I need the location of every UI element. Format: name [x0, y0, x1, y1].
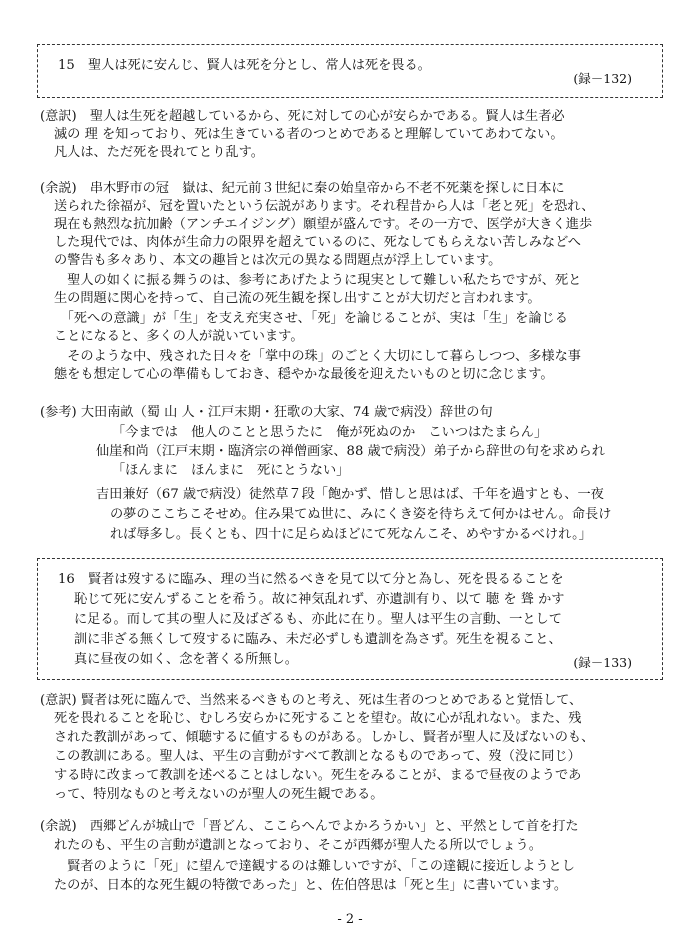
- maxim-16-box: [37, 558, 663, 680]
- translation-15-line: 凡人は、ただ死を畏れてとり乱す。: [54, 145, 264, 160]
- translation-15-line: 滅の 理 を知っており、死は生きている者のつとめであると理解していてあわてない。: [54, 127, 564, 142]
- commentary-15-line: した現代では、肉体が生命力の限界を超えているのに、死なしてもらえない苦しみなどへ: [54, 235, 581, 250]
- commentary-15-line: 聖人の如くに振る舞うのは、参考にあげたように現実として難しい私たちですが、死と: [54, 273, 582, 288]
- translation-16-line: って、特別なものと考えないのが聖人の死生観である。: [54, 787, 384, 802]
- page-number: - 2 -: [337, 912, 363, 927]
- maxim-15-source: (録－132): [573, 71, 632, 86]
- commentary-15-line: の警告も多々あり、本文の趣旨とは次元の異なる問題点が浮上しています。: [54, 253, 502, 268]
- commentary-15-line: 生の問題に関心を持って、自己流の死生観を探し出すことが大切だと言われます。: [54, 291, 541, 306]
- maxim-16-line: 恥じて死に安んずることを希う。故に神気乱れず、亦遺訓有り、以て 聴 を 聳 かす: [74, 592, 565, 607]
- commentary-16-line: 賢者のように「死」に望んで達観するのは難しいですが、「この達観に接近しようとし: [54, 859, 575, 874]
- reference-15-line: (参考) 大田南畝（蜀 山 人・江戸末期・狂歌の大家、74 歳で病没）辞世の句: [40, 405, 493, 420]
- translation-15-line: (意訳) 聖人は生死を超越しているから、死に対しての心が安らかである。賢人は生者必: [40, 109, 565, 124]
- commentary-15-line: そのような中、残された日々を「掌中の珠」のごとく大切にして暮らしつつ、多様な事: [54, 349, 581, 364]
- maxim-16-line: に足る。而して其の聖人に及ばざるも、亦此に在り。聖人は平生の言動、一として: [74, 612, 562, 627]
- maxim-16-line: 16 賢者は歿するに臨み、理の当に然るべきを見て以て分と為し、死を畏るることを: [58, 572, 564, 587]
- maxim-16-line: 訓に非ざる無くして歿するに臨み、未だ必ずしも遺訓を為さず。死生を視ること、: [74, 632, 562, 647]
- reference-15-line: れば辱多し。長くとも、四十に足らぬほどにて死なんこそ、めやすかるべけれ。」: [110, 527, 592, 542]
- maxim-15-box: [37, 44, 663, 98]
- maxim-15-text: 15 聖人は死に安んじ、賢人は死を分とし、常人は死を畏る。: [58, 58, 431, 73]
- translation-16-line: 死を畏れることを恥じ、むしろ安らかに死することを望む。故に心が乱れない。また、残: [54, 711, 582, 726]
- maxim-16-source: (録－133): [573, 655, 632, 670]
- commentary-15-line: 送られた徐福が、冠を置いたという伝説があります。それ程昔から人は「老と死」を恐れ、: [54, 199, 595, 214]
- reference-15-line: の夢のここちこそせめ。住み果てぬ世に、みにくき姿を待ちえて何かはせん。命長け: [110, 507, 612, 522]
- maxim-16-line: 真に昼夜の如く、念を著くる所無し。: [74, 652, 298, 667]
- translation-16-line: この教訓にある。聖人は、平生の言動がすべて教訓となるものであって、歿（没に同じ）: [54, 749, 581, 764]
- reference-15-line: 「ほんまに ほんまに 死にとうない」: [112, 463, 350, 478]
- commentary-15-line: (余説) 串木野市の冠 嶽は、紀元前３世紀に秦の始皇帝から不老不死薬を探しに日本に: [40, 181, 565, 196]
- translation-16-line: (意訳) 賢者は死に臨んで、当然来るべきものと考え、死は生者のつとめであると覚悟して、: [40, 693, 583, 708]
- reference-15-line: 仙崖和尚（江戸末期・臨済宗の禅僧画家、88 歳で病没）弟子から辞世の句を求められ: [96, 444, 605, 459]
- commentary-16-line: (余説) 西郷どんが城山で「晋どん、ここらへんでよかろうかい」と、平然として首を打た: [40, 819, 579, 834]
- commentary-15-line: 態をも想定して心の準備もしておき、穏やかな最後を迎えたいものと切に念じます。: [54, 367, 554, 382]
- reference-15-line: 「今までは 他人のことと思うたに 俺が死ぬのか こいつはたまらん」: [112, 425, 548, 440]
- commentary-16-line: れたのも、平生の言動が遺訓となっており、そこが西郷が聖人たる所以でしょう。: [54, 838, 542, 853]
- commentary-15-line: 「死への意識」が「生」を支え充実させ、「死」を論じることが、実は「生」を論じる: [54, 311, 568, 326]
- translation-16-line: された教訓があって、傾聴するに値するものがある。しかし、賢者が聖人に及ばないのも、: [54, 730, 595, 745]
- commentary-15-line: 現在も熱烈な抗加齢（アンチエイジング）願望が盛んです。その一方で、医学が大きく進歩: [54, 217, 593, 232]
- translation-16-line: する時に改まって教訓を述べることはしない。死生をみることが、まるで昼夜のようであ: [54, 768, 582, 783]
- commentary-15-line: ことになると、多くの人が説いています。: [54, 329, 304, 344]
- commentary-16-line: たのが、日本的な死生観の特徴であった」と、佐伯啓思は「死と生」に書いています。: [54, 878, 568, 893]
- reference-15-line: 吉田兼好（67 歳で病没）徒然草７段「飽かず、惜しと思はば、千年を過すとも、一夜: [96, 487, 604, 502]
